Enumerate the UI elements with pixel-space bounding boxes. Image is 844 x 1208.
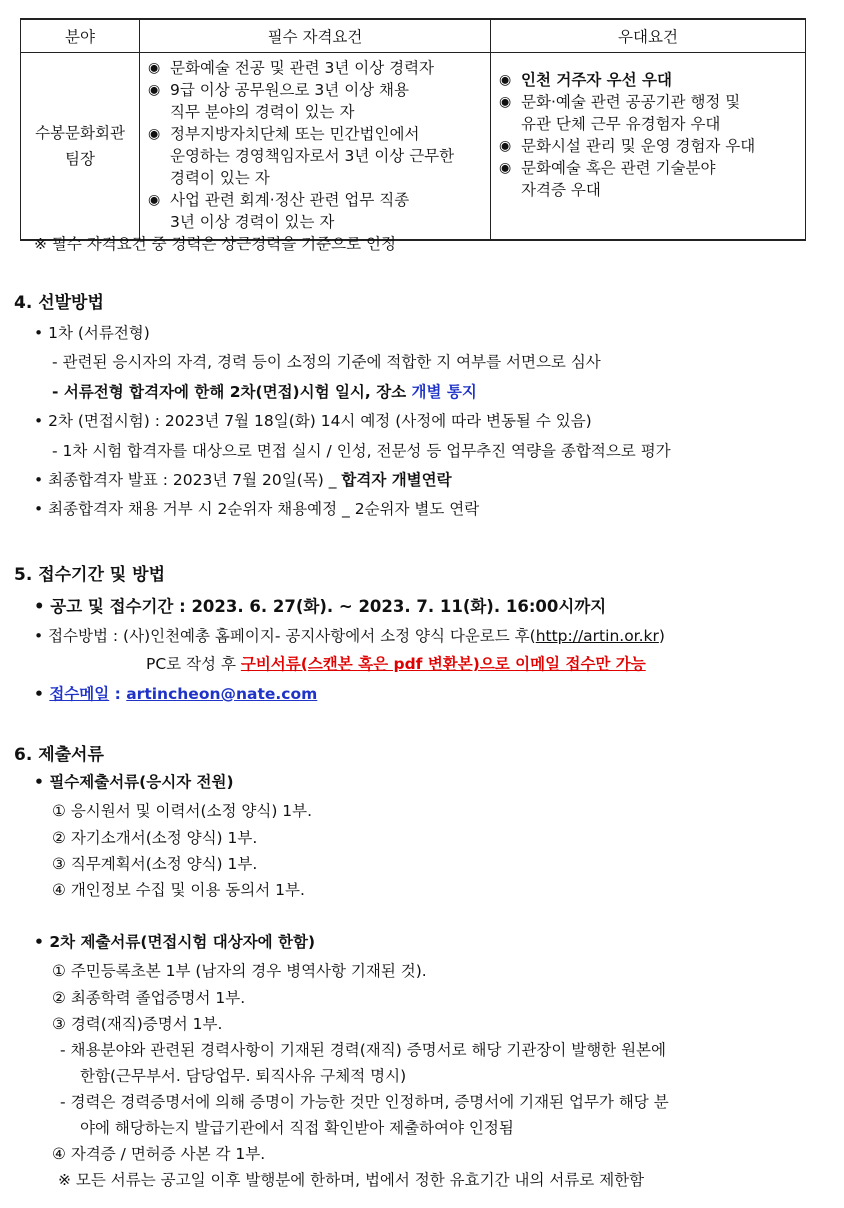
radio-bullet-icon: ◉: [499, 72, 512, 88]
field-line: 수봉문화회관: [35, 124, 125, 142]
sec6-note: ※ 모든 서류는 공고일 이후 발행분에 한하며, 법에서 정한 유효기간 내의 서류로 제한함: [58, 1171, 645, 1189]
sec6-dash-2a: - 경력은 경력증명서에 의해 증명이 가능한 것만 인정하며, 증명서에 기재된 업무가 해당 분: [60, 1093, 669, 1111]
sec6-second-title: • 2차 제출서류(면접시험 대상자에 한함): [34, 933, 316, 951]
sec6-req-item: ③ 직무계획서(소정 양식) 1부.: [52, 855, 258, 873]
sec5-method: • 접수방법 : (사)인천예총 홈페이지- 공지사항에서 소정 양식 다운로드 후(http://artin.or.kr): [34, 627, 665, 645]
header-preferred: 우대요건: [491, 19, 806, 53]
section-6-title: 6. 제출서류: [14, 745, 104, 765]
radio-bullet-icon: ◉: [499, 94, 512, 110]
required-item: ◉ 9급 이상 공무원으로 3년 이상 채용 직무 분야의 경력이 있는 자: [148, 81, 410, 121]
radio-bullet-icon: ◉: [148, 60, 161, 76]
field-cell: [21, 53, 140, 241]
sec6-dash-1b: 한함(근무부서. 담당업무. 퇴직사유 구체적 명시): [80, 1067, 407, 1085]
sec5-period: • 공고 및 접수기간 : 2023. 6. 27(화). ~ 2023. 7. 11(화). 16:00시까지: [34, 597, 607, 616]
sec4-final-announce: • 최종합격자 발표 : 2023년 7월 20일(목) _ 합격자 개별연락: [34, 471, 452, 489]
preferred-item: ◉ 문화시설 관리 및 운영 경험자 우대: [499, 137, 756, 155]
requirements-table: [20, 18, 806, 241]
required-item: ◉ 문화예술 전공 및 관련 3년 이상 경력자: [148, 59, 435, 77]
sec6-item-4: ④ 자격증 / 면허증 사본 각 1부.: [52, 1145, 266, 1163]
section-5-title: 5. 접수기간 및 방법: [14, 565, 165, 585]
field-line: 팀장: [65, 150, 95, 168]
required-cell: [140, 53, 491, 241]
sec4-refuse: • 최종합격자 채용 거부 시 2순위자 채용예정 _ 2순위자 별도 연락: [34, 500, 480, 518]
required-item: ◉ 정부지방자치단체 또는 민간법인에서 운영하는 경영책임자로서 3년 이상 근무한 경력이 있는 자: [148, 125, 455, 187]
sec4-first-detail-2: - 서류전형 합격자에 한해 2차(면접)시험 일시, 장소 개별 통지: [52, 383, 477, 401]
sec6-required-title: • 필수제출서류(응시자 전원): [34, 773, 234, 791]
radio-bullet-icon: ◉: [148, 82, 161, 98]
radio-bullet-icon: ◉: [499, 160, 512, 176]
sec4-second-detail: - 1차 시험 합격자를 대상으로 면접 실시 / 인성, 전문성 등 업무추진 역량을 종합적으로 평가: [52, 442, 671, 460]
section-4-title: 4. 선발방법: [14, 293, 104, 313]
sec6-sec-item: ③ 경력(재직)증명서 1부.: [52, 1015, 223, 1033]
sec5-mail: • 접수메일 : artincheon@nate.com: [34, 685, 318, 703]
homepage-link[interactable]: http://artin.or.kr: [535, 627, 659, 645]
sec6-req-item: ① 응시원서 및 이력서(소정 양식) 1부.: [52, 802, 313, 820]
preferred-cell: [491, 53, 806, 241]
required-item: ◉ 사업 관련 회계·정산 관련 업무 직종 3년 이상 경력이 있는 자: [148, 191, 410, 231]
preferred-item: ◉ 인천 거주자 우선 우대: [499, 71, 672, 89]
radio-bullet-icon: ◉: [499, 138, 512, 154]
sec4-first-detail-1: - 관련된 응시자의 자격, 경력 등이 소정의 기준에 적합한 지 여부를 서면으로 심사: [52, 353, 601, 371]
header-field: 분야: [21, 19, 140, 53]
table-note: ※ 필수 자격요건 중 경력은 상근경력을 기준으로 인정: [34, 235, 396, 253]
sec4-first-stage: • 1차 (서류전형): [34, 324, 150, 342]
preferred-item: ◉ 문화·예술 관련 공공기관 행정 및 유관 단체 근무 유경험자 우대: [499, 93, 741, 133]
mail-link[interactable]: artincheon@nate.com: [126, 685, 318, 703]
sec6-dash-1a: - 채용분야와 관련된 경력사항이 기재된 경력(재직) 증명서로 해당 기관장이 발행한 원본에: [60, 1041, 666, 1059]
sec6-sec-item: ② 최종학력 졸업증명서 1부.: [52, 989, 246, 1007]
radio-bullet-icon: ◉: [148, 126, 161, 142]
sec6-req-item: ④ 개인정보 수집 및 이용 동의서 1부.: [52, 881, 305, 899]
sec6-req-item: ② 자기소개서(소정 양식) 1부.: [52, 829, 258, 847]
sec5-method-line2: PC로 작성 후 구비서류(스캔본 혹은 pdf 변환본)으로 이메일 접수만 가능: [146, 655, 646, 673]
sec6-dash-2b: 야에 해당하는지 발급기관에서 직접 확인받아 제출하여야 인정됨: [80, 1119, 514, 1137]
sec4-second-stage: • 2차 (면접시험) : 2023년 7월 18일(화) 14시 예정 (사정에 따라 변동될 수 있음): [34, 412, 592, 430]
sec6-sec-item: ① 주민등록초본 1부 (남자의 경우 병역사항 기재된 것).: [52, 962, 427, 980]
preferred-item: ◉ 문화예술 혹은 관련 기술분야 자격증 우대: [499, 159, 716, 199]
radio-bullet-icon: ◉: [148, 192, 161, 208]
header-required: 필수 자격요건: [140, 19, 491, 53]
